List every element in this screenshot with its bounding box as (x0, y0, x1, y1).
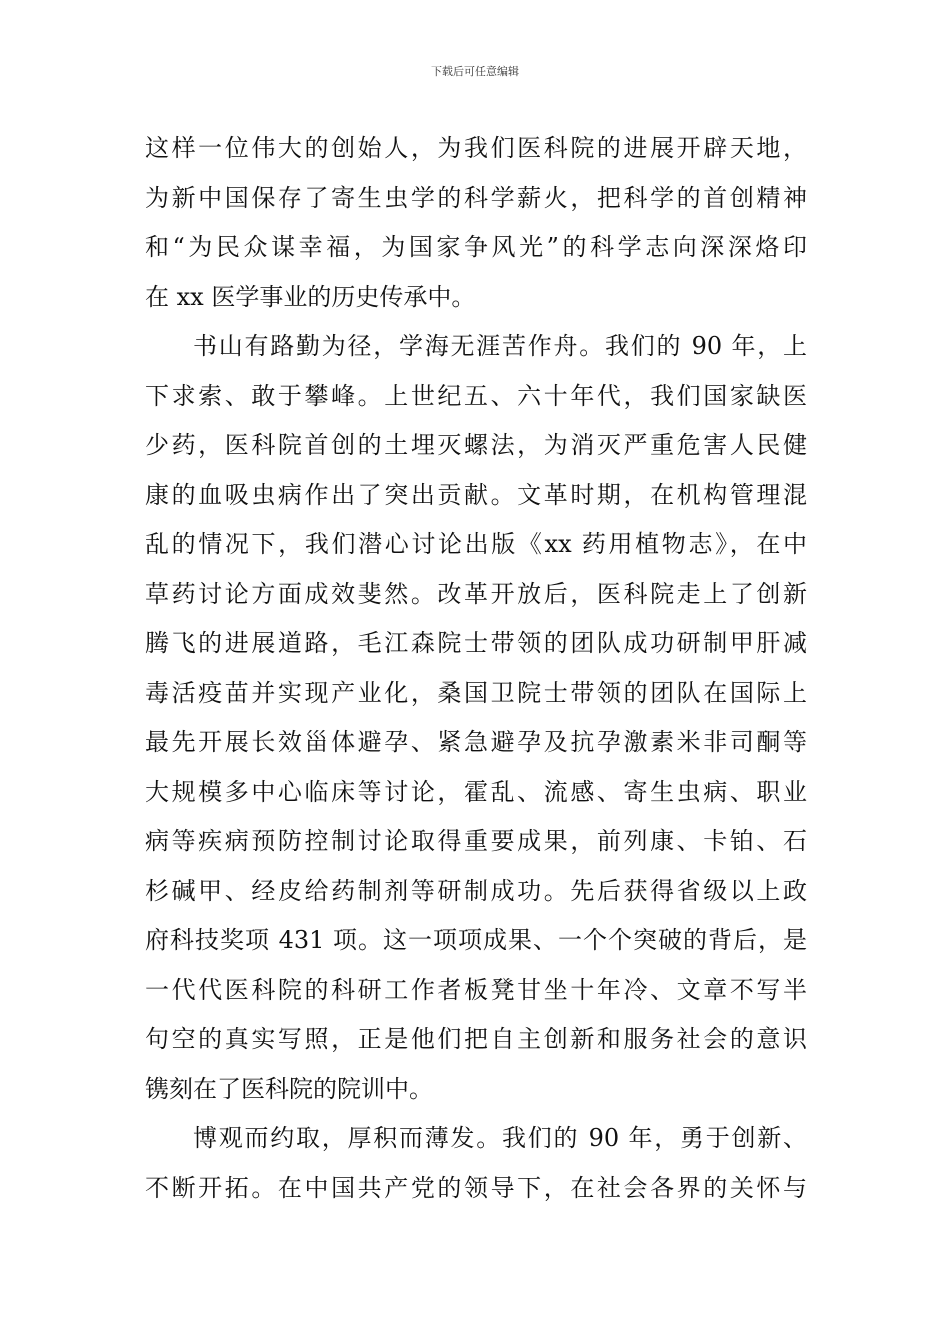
paragraph-2-line-4: 康的血吸虫病作出了突出贡献。文革时期，在机构管理混 (145, 480, 807, 509)
paragraph-2-line-1: 书山有路勤为径，学海无涯苦作舟。我们的 90 年，上 (193, 332, 807, 360)
paragraph-2-line-6: 草药讨论方面成效斐然。改革开放后，医科院走上了创新 (145, 579, 807, 608)
paragraph-2-line-16: 镌刻在了医科院的院训中。 (145, 1074, 433, 1103)
paragraph-2-line-15: 句空的真实写照，正是他们把自主创新和服务社会的意识 (145, 1025, 807, 1053)
paragraph-2-line-9: 最先开展长效甾体避孕、紧急避孕及抗孕激素米非司酮等 (145, 728, 807, 756)
paragraph-2-line-12: 杉碱甲、经皮给药制剂等研制成功。先后获得省级以上政 (145, 876, 807, 905)
paragraph-2-line-11: 病等疾病预防控制讨论取得重要成果，前列康、卡铂、石 (145, 827, 807, 855)
page-header: 下载后可任意编辑 (431, 65, 519, 78)
paragraph-2-line-3: 少药，医科院首创的土埋灭螺法，为消灭严重危害人民健 (145, 431, 807, 459)
paragraph-2-line-5: 乱的情况下，我们潜心讨论出版《xx 药用植物志》，在中 (145, 530, 807, 558)
paragraph-2-line-8: 毒活疫苗并实现产业化，桑国卫院士带领的团队在国际上 (145, 678, 807, 707)
paragraph-2-line-2: 下求索、敢于攀峰。上世纪五、六十年代，我们国家缺医 (145, 381, 807, 410)
paragraph-1-line-3: 和“为民众谋幸福，为国家争风光”的科学志向深深烙印 (145, 233, 807, 261)
paragraph-2-line-7: 腾飞的进展道路，毛江森院士带领的团队成功研制甲肝减 (145, 629, 807, 657)
paragraph-3-line-2: 不断开拓。在中国共产党的领导下，在社会各界的关怀与 (145, 1173, 807, 1202)
document-body (145, 124, 807, 1213)
paragraph-1-line-1: 这样一位伟大的创始人，为我们医科院的进展开辟天地， (145, 134, 807, 162)
paragraph-2-line-14: 一代代医科院的科研工作者板凳甘坐十年冷、文章不写半 (145, 975, 807, 1004)
paragraph-1-line-2: 为新中国保存了寄生虫学的科学薪火，把科学的首创精神 (145, 183, 807, 212)
paragraph-2-line-10: 大规模多中心临床等讨论，霍乱、流感、寄生虫病、职业 (145, 777, 807, 806)
paragraph-3-line-1: 博观而约取，厚积而薄发。我们的 90 年，勇于创新、 (193, 1124, 807, 1152)
paragraph-2-line-13: 府科技奖项 431 项。这一项项成果、一个个突破的背后，是 (145, 926, 807, 954)
paragraph-1-line-4: 在 xx 医学事业的历史传承中。 (145, 282, 476, 311)
